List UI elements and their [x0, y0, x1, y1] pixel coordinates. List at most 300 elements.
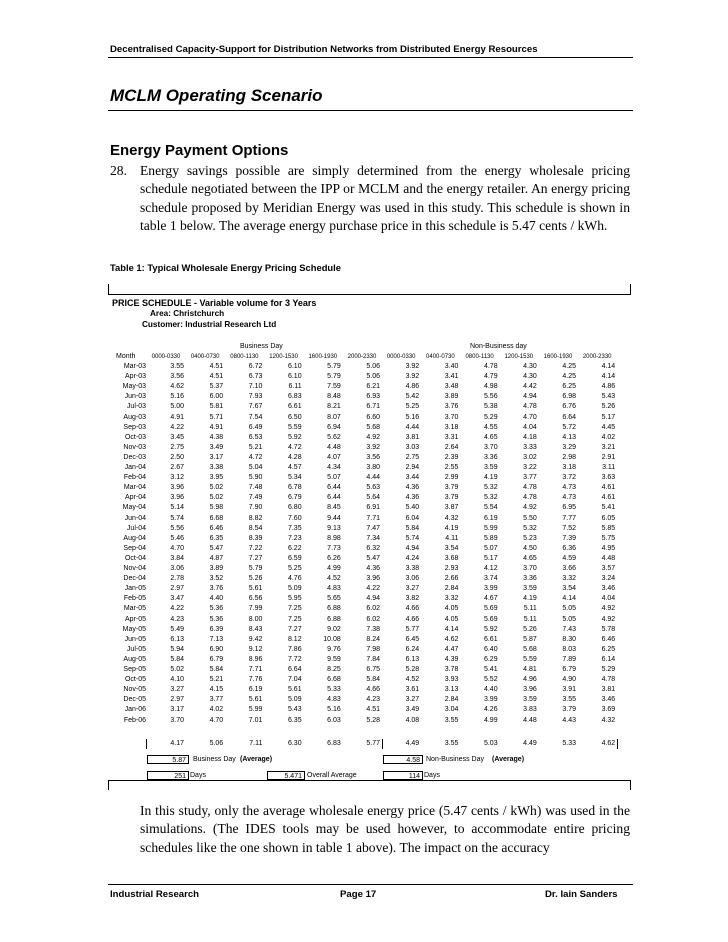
table-cell: 3.57 — [601, 565, 616, 572]
table-row-month: Jan-05 — [124, 585, 146, 593]
table-row-month: Nov-04 — [123, 565, 146, 572]
table-cell: 2.55 — [444, 464, 459, 471]
table-cell: 6.64 — [562, 413, 576, 421]
footer-organisation: Industrial Research — [110, 889, 200, 900]
table-cell: 3.55 — [562, 696, 576, 704]
table-cell: 8.82 — [248, 514, 263, 522]
table-cell: 3.95 — [209, 474, 224, 482]
table-cell: 3.82 — [405, 595, 420, 603]
table-cell: 5.41 — [483, 666, 498, 673]
table-row-month: Apr-05 — [124, 615, 146, 623]
table-cell: 3.99 — [483, 585, 498, 593]
table-cell: 9.59 — [327, 655, 341, 663]
table-cell: 5.62 — [327, 433, 341, 441]
table-cell: 6.45 — [405, 635, 420, 643]
group-header-nonbusiness: Non-Business day — [470, 343, 527, 350]
table-cell: 6.46 — [601, 635, 616, 643]
table-cell: 7.47 — [366, 524, 380, 532]
table-row-month: Aug-04 — [123, 534, 146, 542]
table-cell: 6.68 — [327, 676, 341, 684]
table-cell: 4.66 — [405, 615, 420, 623]
table-cell: 5.69 — [483, 605, 498, 613]
table-cell: 3.40 — [444, 363, 459, 370]
table-cell: 2.94 — [405, 464, 420, 471]
table-cell: 4.39 — [444, 655, 459, 663]
table-cell: 5.61 — [248, 696, 263, 704]
table-cell: 3.96 — [366, 575, 380, 583]
table-cell: 6.13 — [405, 655, 420, 663]
table-cell: 9.76 — [327, 645, 341, 653]
table-cell: 6.03 — [327, 716, 341, 724]
table-cell: 5.41 — [601, 504, 616, 512]
table-row-month: May-03 — [122, 383, 146, 391]
table-cell: 8.12 — [287, 635, 302, 643]
table-cell: 5.23 — [523, 534, 537, 542]
table-cell: 3.76 — [209, 585, 224, 593]
table-cell: 6.05 — [601, 514, 616, 522]
table-cell: 6.79 — [562, 666, 576, 673]
table-cell: 5.50 — [523, 514, 537, 522]
table-cell: 4.78 — [523, 403, 537, 411]
table-cell: 7.99 — [248, 605, 263, 613]
column-header: 2000-2330 — [582, 354, 612, 360]
table-cell: 4.55 — [483, 423, 498, 431]
table-cell: 4.19 — [483, 474, 498, 482]
table-cell: 3.17 — [209, 453, 224, 461]
table-cell: 4.05 — [444, 615, 459, 623]
table-cell: 3.22 — [523, 464, 537, 471]
table-cell: 7.38 — [366, 625, 380, 633]
table-cell: 5.99 — [248, 706, 263, 714]
table-cell: 5.16 — [170, 393, 184, 401]
table-caption: Table 1: Typical Wholesale Energy Pricing Schedule — [110, 262, 341, 273]
table-cell: 3.41 — [444, 373, 459, 381]
table-cell: 5.49 — [170, 625, 184, 633]
table-cell: 3.27 — [405, 585, 420, 593]
table-cell: 3.12 — [170, 474, 184, 482]
table-cell: 8.03 — [562, 645, 576, 653]
table-cell: 5.25 — [287, 565, 302, 572]
table-cell: 5.89 — [483, 534, 498, 542]
page-break-tick — [630, 284, 631, 294]
table-cell: 6.94 — [327, 423, 341, 431]
table-row-month: Dec-05 — [123, 696, 146, 704]
table-cell: 7.59 — [327, 383, 341, 391]
column-header: 1600-1930 — [308, 354, 338, 360]
table-cell: 3.27 — [405, 696, 420, 704]
table-cell: 7.25 — [287, 605, 302, 613]
table-cell: 4.02 — [209, 706, 224, 714]
table-cell: 3.32 — [562, 575, 576, 583]
table-cell: 5.26 — [601, 403, 616, 411]
table-cell: 6.40 — [483, 645, 498, 653]
table-cell: 3.74 — [483, 575, 498, 583]
table-cell: 4.96 — [523, 676, 537, 684]
table-cell: 6.02 — [366, 615, 380, 623]
table-cell: 4.22 — [170, 423, 184, 431]
table-cell: 9.13 — [327, 524, 341, 532]
table-cell: 4.18 — [523, 433, 537, 441]
table-cell: 6.44 — [327, 494, 341, 502]
table-cell: 7.43 — [562, 625, 576, 633]
table-cell: 5.99 — [483, 524, 498, 532]
table-cell: 7.48 — [248, 484, 263, 492]
table-cell: 5.74 — [405, 534, 420, 542]
table-cell: 4.62 — [444, 635, 459, 643]
table-cell: 7.13 — [209, 635, 224, 643]
table-cell: 5.84 — [209, 666, 224, 673]
schedule-title: PRICE SCHEDULE - Variable volume for 3 Years — [112, 298, 317, 308]
table-cell: 2.97 — [170, 585, 184, 593]
table-cell: 4.23 — [366, 696, 380, 704]
column-average: 3.55 — [444, 740, 459, 747]
table-cell: 6.46 — [209, 524, 224, 532]
column-header: 0000-0330 — [151, 354, 181, 360]
table-cell: 4.78 — [483, 363, 498, 370]
table-cell: 4.11 — [445, 534, 459, 542]
business-day-average-label: Business Day — [193, 756, 236, 763]
table-cell: 4.51 — [209, 373, 224, 381]
table-cell: 5.79 — [248, 565, 263, 572]
table-cell: 5.40 — [405, 504, 420, 512]
table-cell: 5.63 — [366, 484, 380, 492]
table-cell: 3.29 — [562, 443, 576, 451]
section-title: MCLM Operating Scenario — [110, 86, 323, 105]
table-row-month: Sep-05 — [123, 666, 146, 673]
table-cell: 5.32 — [483, 484, 498, 492]
table-cell: 8.96 — [248, 655, 263, 663]
table-cell: 5.02 — [209, 484, 224, 492]
table-cell: 5.43 — [287, 706, 302, 714]
table-row-month: May-05 — [122, 625, 146, 633]
table-cell: 4.26 — [483, 706, 498, 714]
footer-author: Dr. Iain Sanders — [545, 889, 618, 900]
table-row-month: Mar-05 — [123, 605, 146, 613]
schedule-area: Area: Christchurch — [150, 309, 225, 318]
table-cell: 4.07 — [327, 453, 341, 461]
table-row-month: Feb-04 — [123, 474, 146, 482]
table-cell: 4.08 — [405, 716, 420, 724]
cell-divider — [146, 739, 147, 749]
table-cell: 4.94 — [366, 595, 380, 603]
table-cell: 7.60 — [287, 514, 302, 522]
table-cell: 6.10 — [287, 363, 302, 370]
table-cell: 6.88 — [327, 615, 341, 623]
table-cell: 6.00 — [209, 393, 224, 401]
table-cell: 3.18 — [562, 464, 576, 471]
table-cell: 4.40 — [209, 595, 224, 603]
paragraph-number: 28. — [110, 163, 127, 178]
table-cell: 5.56 — [170, 524, 184, 532]
table-cell: 5.14 — [170, 504, 184, 512]
table-cell: 4.90 — [562, 676, 576, 684]
table-cell: 4.59 — [562, 554, 576, 562]
table-cell: 4.99 — [483, 716, 498, 724]
table-cell: 5.16 — [327, 706, 341, 714]
table-cell: 7.71 — [248, 666, 263, 673]
table-cell: 3.13 — [444, 686, 459, 694]
table-cell: 3.52 — [209, 575, 224, 583]
schedule-customer: Customer: Industrial Research Ltd — [142, 320, 277, 329]
table-cell: 6.76 — [562, 403, 576, 411]
table-cell: 4.66 — [366, 686, 380, 694]
table-cell: 3.81 — [405, 433, 420, 441]
page-break-tick — [630, 780, 631, 790]
table-row-month: Jan-04 — [124, 464, 146, 471]
table-cell: 3.04 — [444, 706, 459, 714]
table-cell: 5.79 — [327, 363, 341, 370]
cell-divider — [617, 739, 618, 749]
table-cell: 5.06 — [366, 373, 380, 381]
table-cell: 5.21 — [248, 443, 263, 451]
overall-average-label: Overall Average — [307, 772, 357, 779]
table-cell: 4.94 — [405, 544, 420, 552]
table-cell: 5.72 — [562, 423, 576, 431]
table-cell: 5.16 — [405, 413, 420, 421]
table-cell: 4.51 — [209, 363, 224, 370]
table-cell: 5.36 — [209, 615, 224, 623]
table-cell: 7.23 — [287, 534, 302, 542]
table-cell: 4.36 — [366, 565, 380, 572]
table-cell: 4.15 — [209, 686, 224, 694]
table-cell: 5.90 — [248, 474, 263, 482]
table-cell: 3.02 — [523, 453, 537, 461]
table-cell: 5.84 — [170, 655, 184, 663]
column-header: 0400-0730 — [190, 354, 220, 360]
table-cell: 3.21 — [601, 443, 616, 451]
table-cell: 3.06 — [405, 575, 420, 583]
running-header: Decentralised Capacity-Support for Distribution Networks from Distributed Energy Resources — [110, 44, 538, 55]
table-cell: 5.32 — [523, 524, 537, 532]
table-cell: 5.04 — [248, 464, 263, 471]
table-cell: 3.61 — [405, 686, 420, 694]
nonbusiness-day-average-label: Non-Business Day — [426, 756, 484, 763]
table-cell: 4.42 — [523, 383, 537, 391]
table-cell: 4.14 — [562, 595, 576, 603]
table-cell: 5.33 — [327, 686, 341, 694]
table-cell: 7.27 — [287, 625, 302, 633]
table-cell: 4.52 — [405, 676, 420, 684]
table-cell: 6.39 — [209, 625, 224, 633]
table-cell: 6.75 — [366, 666, 380, 673]
table-cell: 5.26 — [248, 575, 263, 583]
table-cell: 4.04 — [601, 595, 616, 603]
table-cell: 7.73 — [327, 544, 341, 552]
table-cell: 6.21 — [366, 383, 380, 391]
table-cell: 5.79 — [327, 373, 341, 381]
table-cell: 4.04 — [523, 423, 537, 431]
business-day-average-value: 5.87 — [147, 755, 189, 764]
table-cell: 5.05 — [562, 615, 576, 623]
table-cell: 3.72 — [562, 474, 576, 482]
table-cell: 6.71 — [366, 403, 380, 411]
table-cell: 2.93 — [444, 565, 459, 572]
table-cell: 4.61 — [601, 484, 616, 492]
table-cell: 3.79 — [562, 706, 576, 714]
table-cell: 2.39 — [444, 453, 459, 461]
table-row-month: Dec-03 — [123, 453, 146, 461]
table-cell: 5.61 — [287, 686, 302, 694]
table-row-month: Nov-03 — [123, 443, 146, 451]
table-cell: 3.49 — [209, 443, 224, 451]
table-cell: 3.17 — [170, 706, 184, 714]
table-cell: 4.05 — [444, 605, 459, 613]
table-row-month: Feb-06 — [123, 716, 146, 724]
table-cell: 5.81 — [209, 403, 224, 411]
table-cell: 3.96 — [170, 494, 184, 502]
column-average: 4.62 — [601, 740, 616, 747]
column-average: 6.30 — [287, 740, 302, 747]
table-cell: 5.05 — [562, 605, 576, 613]
table-cell: 6.25 — [562, 383, 576, 391]
table-cell: 7.98 — [366, 645, 380, 653]
table-cell: 5.61 — [248, 585, 263, 593]
table-cell: 2.78 — [170, 575, 184, 583]
header-rule — [108, 57, 633, 58]
table-cell: 4.99 — [327, 565, 341, 572]
column-average: 5.03 — [483, 740, 498, 747]
table-cell: 6.80 — [287, 504, 302, 512]
table-row-month: Feb-05 — [123, 595, 146, 603]
table-cell: 3.44 — [405, 474, 420, 482]
nonbusiness-day-average-value: 4.58 — [383, 755, 423, 764]
table-cell: 5.06 — [366, 363, 380, 370]
table-cell: 5.87 — [523, 635, 537, 643]
table-cell: 6.56 — [248, 595, 263, 603]
table-cell: 8.45 — [327, 504, 341, 512]
table-cell: 2.99 — [444, 474, 459, 482]
table-cell: 4.34 — [327, 464, 341, 471]
table-cell: 7.01 — [248, 716, 263, 724]
table-row-month: Jul-03 — [126, 403, 146, 411]
table-cell: 8.21 — [327, 403, 341, 411]
table-cell: 5.54 — [483, 504, 498, 512]
table-cell: 3.54 — [444, 544, 459, 552]
footer-rule — [108, 884, 633, 885]
table-cell: 5.92 — [483, 625, 498, 633]
table-cell: 4.50 — [523, 544, 537, 552]
table-cell: 6.91 — [366, 504, 380, 512]
table-cell: 3.96 — [170, 484, 184, 492]
table-cell: 4.78 — [523, 484, 537, 492]
table-cell: 3.63 — [601, 474, 616, 482]
column-header: 2000-2330 — [347, 354, 377, 360]
table-cell: 7.67 — [248, 403, 263, 411]
table-cell: 5.36 — [209, 605, 224, 613]
table-cell: 5.07 — [327, 474, 341, 482]
table-cell: 2.84 — [444, 696, 459, 704]
table-cell: 6.35 — [209, 534, 224, 542]
table-cell: 6.22 — [287, 544, 302, 552]
table-cell: 2.75 — [170, 443, 184, 451]
table-cell: 5.26 — [523, 625, 537, 633]
table-cell: 4.19 — [523, 595, 537, 603]
table-cell: 4.78 — [523, 494, 537, 502]
table-cell: 4.44 — [405, 423, 420, 431]
table-cell: 5.29 — [483, 413, 498, 421]
nonbusiness-days-label: Days — [424, 772, 440, 779]
table-cell: 7.39 — [562, 534, 576, 542]
table-cell: 4.22 — [366, 585, 380, 593]
table-cell: 5.47 — [366, 554, 380, 562]
table-cell: 4.92 — [601, 605, 616, 613]
table-row-month: Mar-03 — [123, 363, 146, 370]
footer-page-number: Page 17 — [340, 889, 377, 900]
table-cell: 3.68 — [444, 554, 459, 562]
table-cell: 6.49 — [248, 423, 263, 431]
table-cell: 6.79 — [209, 655, 224, 663]
table-cell: 7.84 — [366, 655, 380, 663]
table-cell: 2.64 — [444, 443, 459, 451]
table-cell: 4.91 — [170, 413, 184, 421]
table-cell: 6.90 — [209, 645, 224, 653]
subsection-title: Energy Payment Options — [110, 142, 289, 159]
table-cell: 3.76 — [444, 403, 459, 411]
table-cell: 3.92 — [405, 373, 420, 381]
table-cell: 5.25 — [405, 403, 420, 411]
table-row-month: Jul-04 — [126, 524, 146, 532]
table-cell: 3.03 — [405, 443, 420, 451]
table-cell: 6.73 — [248, 373, 263, 381]
column-header: 0400-0730 — [426, 354, 455, 360]
table-cell: 4.13 — [562, 433, 576, 441]
table-row-month: Jul-05 — [126, 645, 146, 653]
column-header: 1600-1930 — [543, 354, 573, 360]
table-cell: 3.87 — [444, 504, 459, 512]
table-cell: 6.35 — [287, 716, 302, 724]
table-cell: 4.19 — [444, 524, 459, 532]
table-cell: 3.55 — [444, 716, 459, 724]
table-cell: 4.32 — [601, 716, 616, 724]
table-cell: 6.24 — [405, 645, 420, 653]
table-cell: 5.02 — [209, 494, 224, 502]
table-cell: 4.78 — [601, 676, 616, 684]
table-cell: 8.25 — [327, 666, 341, 673]
table-cell: 7.89 — [562, 655, 576, 663]
table-cell: 6.32 — [366, 544, 380, 552]
table-row-month: Oct-05 — [124, 676, 146, 684]
table-cell: 4.65 — [523, 554, 537, 562]
table-cell: 5.28 — [405, 666, 420, 673]
table-cell: 4.25 — [562, 373, 576, 381]
table-cell: 5.43 — [601, 393, 616, 401]
table-cell: 4.92 — [601, 615, 616, 623]
table-cell: 6.11 — [288, 383, 302, 391]
table-cell: 8.48 — [327, 393, 341, 401]
table-cell: 4.98 — [483, 383, 498, 391]
table-cell: 5.37 — [209, 383, 224, 391]
table-cell: 3.36 — [483, 453, 498, 461]
table-cell: 3.46 — [601, 585, 616, 593]
page-break-tick — [108, 284, 109, 294]
table-cell: 4.40 — [483, 686, 498, 694]
column-header: 0000-0330 — [386, 354, 416, 360]
table-cell: 4.62 — [170, 383, 184, 391]
table-cell: 3.77 — [523, 474, 537, 482]
table-cell: 5.64 — [366, 494, 380, 502]
table-cell: 3.83 — [523, 706, 537, 714]
business-days-count: 251 — [147, 771, 189, 780]
table-cell: 5.52 — [483, 676, 498, 684]
table-row-month: Jun-04 — [124, 514, 146, 522]
table-cell: 4.73 — [562, 494, 576, 502]
table-cell: 5.59 — [523, 655, 537, 663]
table-cell: 7.93 — [248, 393, 263, 401]
table-cell: 4.36 — [405, 484, 420, 492]
table-cell: 3.38 — [405, 565, 420, 572]
table-row-month: Nov-05 — [123, 686, 146, 694]
table-cell: 5.17 — [483, 554, 498, 562]
